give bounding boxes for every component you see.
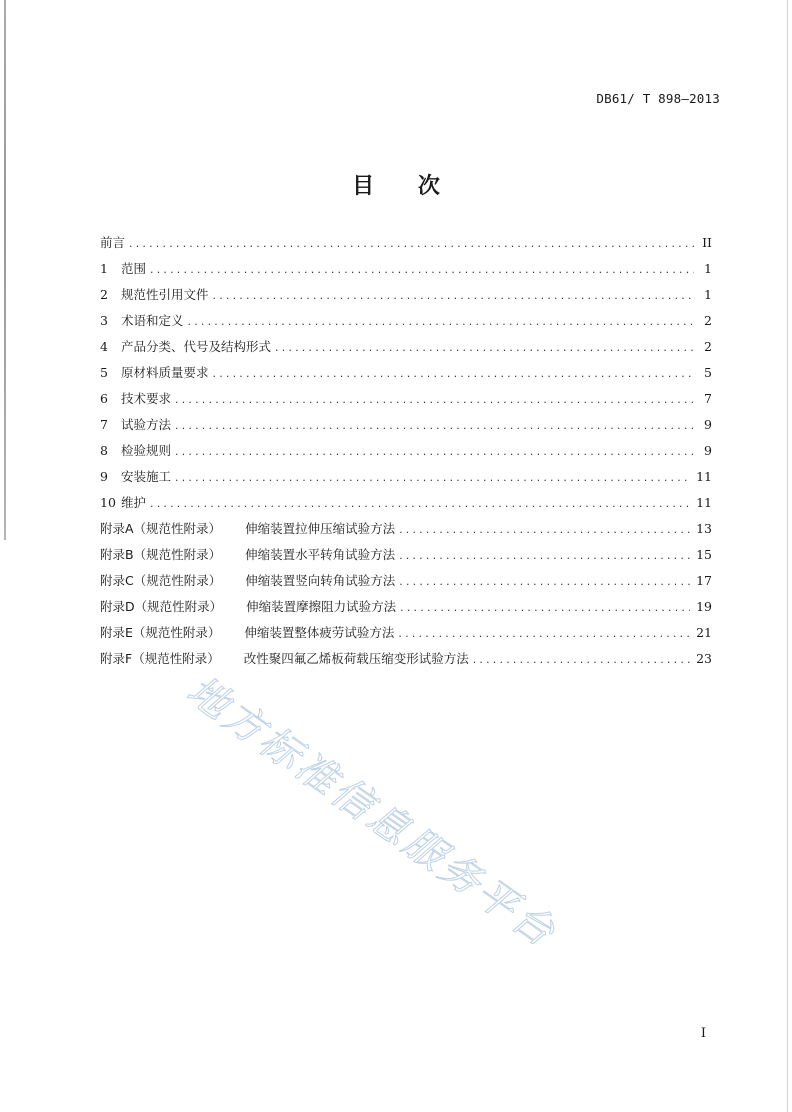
toc-entry-7[interactable] — [100, 415, 712, 441]
toc-number: 5 — [100, 365, 108, 380]
toc-leader-dots — [400, 598, 690, 618]
page-title: 目 次 — [352, 174, 458, 199]
toc-leader-dots — [175, 442, 694, 462]
toc-number: 8 — [100, 443, 108, 458]
toc-page-number: 1 — [704, 287, 712, 302]
toc-title: 伸缩装置水平转角试验方法 — [245, 547, 396, 562]
toc-leader-dots — [399, 572, 690, 592]
document-code: DB61/ T 898—2013 — [596, 91, 720, 106]
toc-title: 规范性引用文件 — [121, 287, 209, 302]
toc-entry-appendix-d[interactable] — [100, 597, 712, 623]
toc-page-number: 9 — [704, 443, 712, 458]
watermark: 地方标准信息服务平台 — [178, 667, 566, 958]
toc-title: 改性聚四氟乙烯板荷载压缩变形试验方法 — [243, 651, 469, 666]
toc-number: 6 — [100, 391, 108, 406]
toc-title: 维护 — [121, 495, 147, 510]
toc-entry-10[interactable] — [100, 493, 712, 519]
page-number: I — [700, 1026, 706, 1041]
toc-title: 术语和定义 — [121, 313, 184, 328]
toc-entry-6[interactable] — [100, 389, 712, 415]
toc-title: 安装施工 — [121, 469, 172, 484]
toc-page-number: 5 — [704, 365, 712, 380]
toc-leader-dots — [399, 520, 690, 540]
toc-leader-dots — [175, 390, 694, 410]
scan-edge-right — [787, 0, 788, 1112]
toc-page-number: 11 — [696, 495, 712, 510]
toc-leader-dots — [129, 234, 694, 254]
toc-page-number: 9 — [704, 417, 712, 432]
toc-page-number: 7 — [704, 391, 712, 406]
toc-number: 1 — [100, 261, 108, 276]
toc-appendix-label: 附录B（规范性附录） — [100, 547, 222, 562]
toc-title: 产品分类、代号及结构形式 — [121, 339, 272, 354]
toc-leader-dots — [175, 416, 694, 436]
toc-page-number: 2 — [704, 313, 712, 328]
toc-page-number: 1 — [704, 261, 712, 276]
toc-title: 原材料质量要求 — [121, 365, 209, 380]
toc-leader-dots — [275, 338, 694, 358]
toc-title: 伸缩装置摩擦阻力试验方法 — [246, 599, 397, 614]
toc-entry-9[interactable] — [100, 467, 712, 493]
toc-leader-dots — [399, 546, 690, 566]
toc-page-number: 21 — [696, 625, 712, 640]
toc-title: 技术要求 — [121, 391, 172, 406]
toc-page-number: 2 — [704, 339, 712, 354]
toc-entry-foreword[interactable] — [100, 233, 712, 259]
toc-appendix-label: 附录F（规范性附录） — [100, 651, 220, 666]
scan-edge-left — [4, 0, 6, 540]
toc-entry-8[interactable] — [100, 441, 712, 467]
toc-entry-1[interactable] — [100, 259, 712, 285]
toc-appendix-label: 附录E（规范性附录） — [100, 625, 221, 640]
toc-page-number: 15 — [696, 547, 712, 562]
toc-number: 3 — [100, 313, 108, 328]
toc-number: 4 — [100, 339, 108, 354]
toc-appendix-label: 附录C（规范性附录） — [100, 573, 222, 588]
toc-number: 2 — [100, 287, 108, 302]
toc-appendix-label: 附录D（规范性附录） — [100, 599, 223, 614]
toc-leader-dots — [398, 624, 690, 644]
toc-entry-5[interactable] — [100, 363, 712, 389]
toc-page-number: 23 — [696, 651, 712, 666]
toc-leader-dots — [188, 312, 694, 332]
toc-entry-appendix-e[interactable] — [100, 623, 712, 649]
toc-entry-appendix-b[interactable] — [100, 545, 712, 571]
table-of-contents — [100, 233, 712, 675]
toc-number: 9 — [100, 469, 108, 484]
toc-entry-appendix-c[interactable] — [100, 571, 712, 597]
toc-title: 试验方法 — [121, 417, 172, 432]
toc-leader-dots — [473, 650, 690, 670]
toc-title: 伸缩装置整体疲劳试验方法 — [244, 625, 395, 640]
toc-leader-dots — [150, 260, 694, 280]
toc-entry-4[interactable] — [100, 337, 712, 363]
toc-number: 10 — [100, 495, 116, 510]
toc-title: 检验规则 — [121, 443, 172, 458]
toc-entry-2[interactable] — [100, 285, 712, 311]
toc-leader-dots — [213, 286, 694, 306]
toc-page-number: 17 — [696, 573, 712, 588]
toc-number: 7 — [100, 417, 108, 432]
toc-title: 伸缩装置拉伸压缩试验方法 — [245, 521, 396, 536]
toc-appendix-label: 附录A（规范性附录） — [100, 521, 222, 536]
toc-page-number: 11 — [696, 469, 712, 484]
toc-leader-dots — [213, 364, 694, 384]
toc-entry-appendix-a[interactable] — [100, 519, 712, 545]
toc-page-number: 13 — [696, 521, 712, 536]
toc-title: 范围 — [121, 261, 147, 276]
toc-leader-dots — [175, 468, 690, 488]
toc-page-number: 19 — [696, 599, 712, 614]
toc-leader-dots — [150, 494, 690, 514]
toc-entry-appendix-f[interactable] — [100, 649, 712, 675]
toc-entry-3[interactable] — [100, 311, 712, 337]
toc-title: 伸缩装置竖向转角试验方法 — [245, 573, 396, 588]
toc-page-number: II — [702, 235, 712, 250]
toc-title: 前言 — [100, 235, 126, 250]
